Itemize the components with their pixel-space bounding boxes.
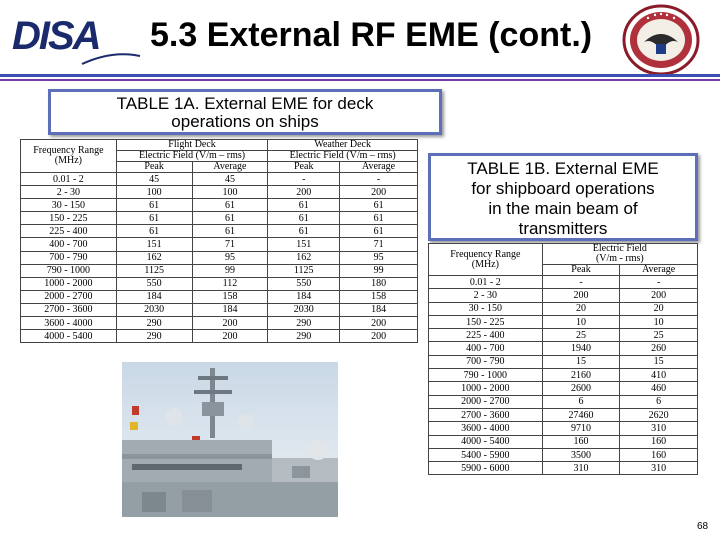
table-row — [21, 212, 418, 225]
table-row — [429, 289, 698, 302]
caption-line: transmitters — [518, 219, 608, 238]
cell-value: 45 — [192, 173, 268, 186]
cell-frequency: 2000 - 2700 — [21, 290, 117, 303]
cell-value: 20 — [620, 302, 698, 315]
table-row — [429, 369, 698, 382]
cell-frequency: 1000 - 2000 — [429, 382, 543, 395]
cell-value: 15 — [542, 355, 620, 368]
cell-value: 1940 — [542, 342, 620, 355]
cell-value: 200 — [340, 330, 418, 343]
cell-value: 2160 — [542, 369, 620, 382]
table-1b-body — [429, 276, 698, 475]
cell-value: 200 — [192, 317, 268, 330]
caption-line: TABLE 1A. External EME for deck — [116, 94, 374, 113]
cell-value: 10 — [620, 315, 698, 328]
cell-value: 61 — [116, 225, 192, 238]
table-row — [21, 186, 418, 199]
col-header-peak: Peak — [116, 162, 192, 173]
cell-value: - — [542, 276, 620, 289]
cell-frequency: 225 - 400 — [21, 225, 117, 238]
cell-value: 184 — [340, 303, 418, 316]
cell-frequency: 790 - 1000 — [429, 369, 543, 382]
cell-value: 45 — [116, 173, 192, 186]
cell-frequency: 2700 - 3600 — [21, 303, 117, 316]
cell-value: 2030 — [268, 303, 340, 316]
table-1a — [20, 139, 418, 343]
cell-value: 410 — [620, 369, 698, 382]
cell-value: 95 — [192, 251, 268, 264]
header-line: (V/m - rms) — [595, 253, 644, 264]
sub-header-electric-field: Electric Field (V/m – rms) — [268, 151, 418, 162]
cell-frequency: 30 - 150 — [21, 199, 117, 212]
cell-value: 1125 — [268, 264, 340, 277]
table-row — [21, 330, 418, 343]
cell-frequency: 3600 - 4000 — [21, 317, 117, 330]
cell-value: 162 — [116, 251, 192, 264]
cell-value: 151 — [116, 238, 192, 251]
cell-frequency: 2000 - 2700 — [429, 395, 543, 408]
cell-value: 99 — [340, 264, 418, 277]
cell-value: 260 — [620, 342, 698, 355]
logo-text: DISA — [12, 14, 100, 58]
cell-value: 61 — [116, 212, 192, 225]
cell-value: 71 — [192, 238, 268, 251]
cell-value: 1125 — [116, 264, 192, 277]
table-row — [429, 382, 698, 395]
disa-logo — [12, 12, 142, 72]
cell-frequency: 0.01 - 2 — [21, 173, 117, 186]
cell-frequency: 2 - 30 — [21, 186, 117, 199]
table-row — [429, 315, 698, 328]
col-header-average: Average — [620, 265, 698, 276]
cell-value: 290 — [116, 330, 192, 343]
cell-value: 25 — [620, 329, 698, 342]
cell-value: 6 — [620, 395, 698, 408]
cell-value: 61 — [192, 212, 268, 225]
cell-value: 200 — [340, 317, 418, 330]
table-row — [21, 317, 418, 330]
caption-line: operations on ships — [171, 112, 319, 131]
table-row — [429, 422, 698, 435]
cell-frequency: 1000 - 2000 — [21, 277, 117, 290]
cell-value: 100 — [192, 186, 268, 199]
cell-value: 20 — [542, 302, 620, 315]
table-row — [21, 173, 418, 186]
cell-frequency: 150 - 225 — [21, 212, 117, 225]
table-row — [429, 435, 698, 448]
header-line: Electric Field — [592, 243, 647, 254]
group-header-electric-field — [542, 244, 697, 265]
cell-value: 99 — [192, 264, 268, 277]
table-row — [429, 329, 698, 342]
col-header-peak: Peak — [542, 265, 620, 276]
cell-value: 25 — [542, 329, 620, 342]
navy-ship-photo — [122, 362, 338, 517]
table-row — [429, 342, 698, 355]
cell-frequency: 225 - 400 — [429, 329, 543, 342]
cell-frequency: 3600 - 4000 — [429, 422, 543, 435]
cell-value: 310 — [620, 462, 698, 475]
cell-value: 27460 — [542, 408, 620, 421]
cell-frequency: 700 - 790 — [429, 355, 543, 368]
cell-value: 290 — [116, 317, 192, 330]
cell-value: 550 — [116, 277, 192, 290]
cell-value: 61 — [192, 199, 268, 212]
table-row — [429, 302, 698, 315]
cell-value: 184 — [268, 290, 340, 303]
table-1a-caption — [48, 89, 442, 135]
cell-frequency: 0.01 - 2 — [429, 276, 543, 289]
cell-value: 184 — [116, 290, 192, 303]
table-row — [429, 276, 698, 289]
cell-value: 460 — [620, 382, 698, 395]
table-row — [21, 225, 418, 238]
cell-value: 160 — [620, 435, 698, 448]
cell-value: 158 — [192, 290, 268, 303]
cell-value: 61 — [268, 199, 340, 212]
table-1a-body — [21, 173, 418, 343]
table-row — [429, 395, 698, 408]
cell-value: 61 — [268, 212, 340, 225]
cell-frequency: 4000 - 5400 — [21, 330, 117, 343]
cell-value: 290 — [268, 317, 340, 330]
cell-value: 200 — [620, 289, 698, 302]
header-line: (MHz) — [471, 258, 499, 270]
cell-value: 184 — [192, 303, 268, 316]
slide-title: 5.3 External RF EME (cont.) — [150, 16, 593, 54]
header-line: Frequency Range — [450, 248, 521, 260]
cell-frequency: 700 - 790 — [21, 251, 117, 264]
group-header-flight-deck: Flight Deck — [116, 140, 268, 151]
table-row — [429, 448, 698, 461]
cell-value: 200 — [268, 186, 340, 199]
cell-value: 3500 — [542, 448, 620, 461]
cell-value: 158 — [340, 290, 418, 303]
table-row — [429, 355, 698, 368]
group-header-weather-deck: Weather Deck — [268, 140, 418, 151]
header-line: (MHz) — [54, 155, 82, 166]
header-rule-blue — [0, 74, 720, 77]
cell-value: 200 — [340, 186, 418, 199]
table-row — [429, 408, 698, 421]
cell-value: 160 — [542, 435, 620, 448]
col-header-average: Average — [340, 162, 418, 173]
caption-line: TABLE 1B. External EME — [467, 159, 659, 178]
table-row — [21, 290, 418, 303]
cell-value: 310 — [620, 422, 698, 435]
cell-frequency: 2700 - 3600 — [429, 408, 543, 421]
cell-value: 200 — [542, 289, 620, 302]
cell-value: 2620 — [620, 408, 698, 421]
cell-value: - — [620, 276, 698, 289]
cell-frequency: 2 - 30 — [429, 289, 543, 302]
cell-frequency: 400 - 700 — [21, 238, 117, 251]
cell-value: 71 — [340, 238, 418, 251]
caption-line: in the main beam of — [488, 199, 638, 218]
cell-value: 151 — [268, 238, 340, 251]
cell-value: 61 — [340, 225, 418, 238]
col-header-frequency — [21, 140, 117, 173]
cell-value: 160 — [620, 448, 698, 461]
table-row — [21, 277, 418, 290]
cell-value: 61 — [340, 199, 418, 212]
dod-seal-icon — [622, 4, 700, 76]
cell-value: 162 — [268, 251, 340, 264]
table-row — [21, 264, 418, 277]
cell-value: 100 — [116, 186, 192, 199]
cell-value: 6 — [542, 395, 620, 408]
cell-value: 61 — [340, 212, 418, 225]
table-row — [21, 238, 418, 251]
page-number: 68 — [697, 521, 709, 532]
header-rule-purple — [0, 79, 720, 81]
col-header-frequency — [429, 244, 543, 276]
cell-value: 9710 — [542, 422, 620, 435]
col-header-peak: Peak — [268, 162, 340, 173]
cell-frequency: 790 - 1000 — [21, 264, 117, 277]
cell-value: 290 — [268, 330, 340, 343]
header-line: Frequency Range — [33, 145, 104, 156]
cell-value: 61 — [268, 225, 340, 238]
cell-frequency: 150 - 225 — [429, 315, 543, 328]
cell-value: 200 — [192, 330, 268, 343]
table-row — [21, 199, 418, 212]
cell-value: 2600 — [542, 382, 620, 395]
cell-value: 180 — [340, 277, 418, 290]
cell-value: 10 — [542, 315, 620, 328]
table-row — [429, 462, 698, 475]
cell-value: 310 — [542, 462, 620, 475]
col-header-average: Average — [192, 162, 268, 173]
table-1b — [428, 243, 698, 475]
cell-frequency: 5400 - 5900 — [429, 448, 543, 461]
cell-frequency: 4000 - 5400 — [429, 435, 543, 448]
cell-frequency: 5900 - 6000 — [429, 462, 543, 475]
cell-frequency: 400 - 700 — [429, 342, 543, 355]
cell-frequency: 30 - 150 — [429, 302, 543, 315]
cell-value: - — [340, 173, 418, 186]
cell-value: 550 — [268, 277, 340, 290]
cell-value: - — [268, 173, 340, 186]
cell-value: 2030 — [116, 303, 192, 316]
table-row — [21, 303, 418, 316]
cell-value: 95 — [340, 251, 418, 264]
cell-value: 61 — [192, 225, 268, 238]
table-row — [21, 251, 418, 264]
caption-line: for shipboard operations — [471, 179, 655, 198]
cell-value: 15 — [620, 355, 698, 368]
table-1b-caption — [428, 153, 698, 241]
cell-value: 61 — [116, 199, 192, 212]
sub-header-electric-field: Electric Field (V/m – rms) — [116, 151, 268, 162]
cell-value: 112 — [192, 277, 268, 290]
